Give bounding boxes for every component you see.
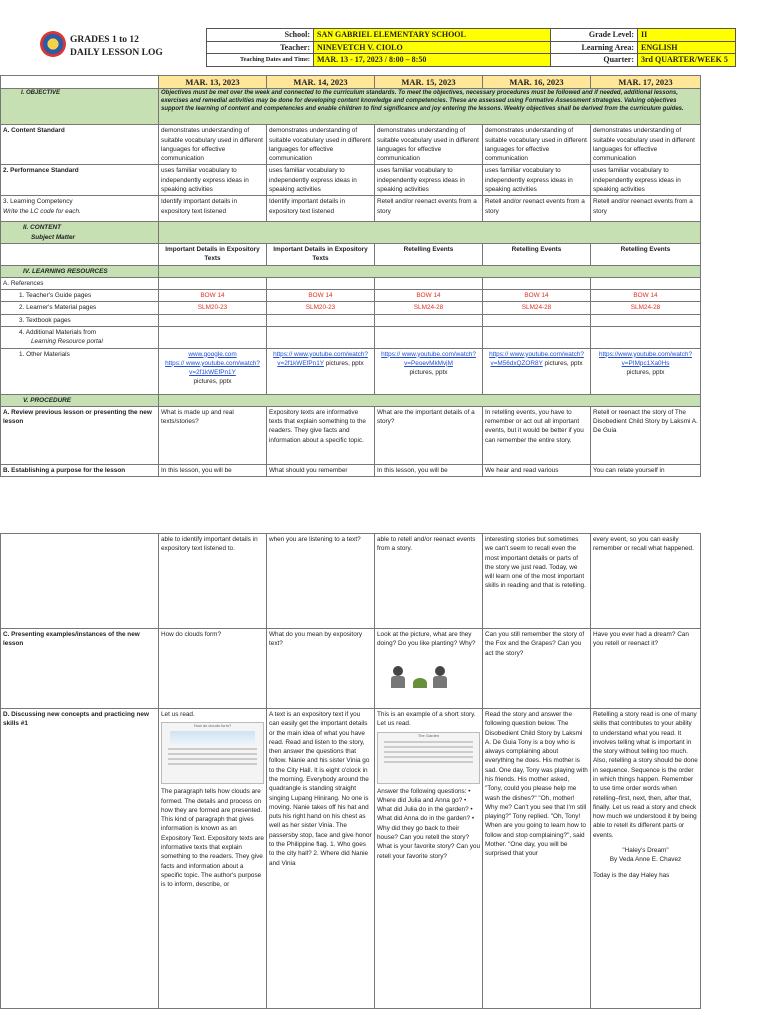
- teachers-guide-label: 1. Teacher's Guide pages: [1, 290, 159, 302]
- log-title: [70, 34, 163, 60]
- other-materials-row: [1, 348, 701, 394]
- performance-standard-4: uses familiar vocabulary to independently express ideas in speaking activities: [483, 165, 591, 196]
- competency-3: Retell and/or reenact events from a story: [375, 196, 483, 222]
- material-tail: pictures, pptx: [193, 378, 232, 386]
- material-tail: pictures, pptx: [544, 359, 583, 367]
- children-planting-image: [377, 652, 480, 692]
- learners-material-label: 2. Learner's Material pages: [1, 302, 159, 314]
- review-2: Expository texts are informative texts that explain something to the readers. They give facts and information about a specific topic.: [267, 406, 375, 464]
- references-row: [1, 277, 701, 289]
- performance-standard-1: uses familiar vocabulary to independently express ideas in speaking activities: [159, 165, 267, 196]
- presenting-5: Have you ever had a dream? Can you retell or reenact it?: [591, 629, 701, 709]
- performance-standard-row: [1, 165, 701, 196]
- performance-standard-5: uses familiar vocabulary to independently express ideas in speaking activities: [591, 165, 701, 196]
- review-row: [1, 406, 701, 464]
- lesson-log-continuation-table: [0, 533, 701, 1009]
- review-5: Retell or reenact the story of The Disobedient Child Story by Laksmi A. De Guia: [591, 406, 701, 464]
- area-value: ENGLISH: [638, 41, 736, 54]
- review-label: A. Review previous lesson or presenting the new lesson: [1, 406, 159, 464]
- content-4: Retelling Events: [483, 244, 591, 266]
- content-standard-3: demonstrates understanding of suitable vocabulary used in different languages for effective communication: [375, 125, 483, 165]
- purpose-label: B. Establishing a purpose for the lesson: [1, 464, 159, 476]
- teachers-guide-4: BOW 14: [483, 290, 591, 302]
- content-standard-row: [1, 125, 701, 165]
- presenting-1: How do clouds form?: [159, 629, 267, 709]
- purpose-bottom-5: every event, so you can easily remember or recall what happened.: [591, 534, 701, 629]
- purpose-row-bottom: [1, 534, 701, 629]
- material-link[interactable]: www.google.com: [188, 350, 237, 358]
- garden-story-title: The Garden: [417, 732, 440, 738]
- purpose-top-1: In this lesson, you will be: [159, 464, 267, 476]
- quarter-value: 3rd QUARTER/WEEK 5: [638, 54, 736, 67]
- story-author: By Veda Anne E. Chavez: [609, 856, 682, 864]
- content-1: Important Details in Expository Texts: [159, 244, 267, 266]
- purpose-bottom-4: interesting stories but sometimes we can't seem to recall even the most important details or parts of the story we just read. Today, we will learn one of the most important skills in reading and that is retelling.: [483, 534, 591, 629]
- day-5: MAR. 17, 2023: [591, 76, 701, 89]
- material-tail: pictures, pptx: [325, 359, 364, 367]
- garden-story-image: [377, 732, 480, 784]
- purpose-top-5: You can relate yourself in: [591, 464, 701, 476]
- day-3: MAR. 15, 2023: [375, 76, 483, 89]
- purpose-top-3: In this lesson, you will be: [375, 464, 483, 476]
- learners-material-row: [1, 302, 701, 314]
- competency-5: Retell and/or reenact events from a story: [591, 196, 701, 222]
- content-standard-1: demonstrates understanding of suitable vocabulary used in different languages for effective communication: [159, 125, 267, 165]
- grade-value: II: [638, 29, 736, 42]
- material-link[interactable]: https:// www.youtube.com/watch?v=2f1kWEfPn1Y: [273, 350, 368, 367]
- day-4: MAR. 16, 2023: [483, 76, 591, 89]
- additional-materials-sub: Learning Resource portal: [31, 338, 103, 346]
- discussing-1-cell: [159, 709, 267, 1009]
- teachers-guide-row: [1, 290, 701, 302]
- purpose-bottom-2: when you are listening to a text?: [267, 534, 375, 629]
- content-row: [1, 244, 701, 266]
- day-2: MAR. 14, 2023: [267, 76, 375, 89]
- school-label: School:: [207, 29, 314, 42]
- other-materials-4: [483, 348, 591, 394]
- title-line-2: DAILY LESSON LOG: [70, 47, 163, 58]
- textbook-row: [1, 314, 701, 326]
- material-link[interactable]: https:// www.youtube.com/watch?v=M56dxQZOR8Y: [489, 350, 584, 367]
- competency-label: 3. Learning Competency: [3, 198, 73, 206]
- presenting-2: What do you mean by expository text?: [267, 629, 375, 709]
- procedure-heading-row: [1, 394, 701, 406]
- review-3: What are the important details of a story?: [375, 406, 483, 464]
- content-heading-cell: [1, 222, 159, 244]
- discussing-5-cell: [591, 709, 701, 1009]
- content-standard-label: A. Content Standard: [1, 125, 159, 165]
- competency-row: [1, 196, 701, 222]
- content-standard-2: demonstrates understanding of suitable vocabulary used in different languages for effective communication: [267, 125, 375, 165]
- dates-value: MAR. 13 - 17, 2023 / 8:00 – 8:50: [314, 54, 551, 67]
- discussing-3-cell: [375, 709, 483, 1009]
- objective-row: [1, 89, 701, 125]
- review-4: In retelling events, you have to remember or act out all important events, but it would be better if you can remember the entire story.: [483, 406, 591, 464]
- performance-standard-2: uses familiar vocabulary to independently express ideas in speaking activities: [267, 165, 375, 196]
- plant-icon: [413, 678, 427, 688]
- purpose-bottom-3: able to retell and/or reenact events from a story.: [375, 534, 483, 629]
- quarter-label: Quarter:: [551, 54, 638, 67]
- other-materials-3: [375, 348, 483, 394]
- competency-4: Retell and/or reenact events from a story: [483, 196, 591, 222]
- other-materials-1: [159, 348, 267, 394]
- objective-label: I. OBJECTIVE: [1, 89, 159, 125]
- resources-label: IV. LEARNING RESOURCES: [1, 265, 159, 277]
- procedure-label: V. PROCEDURE: [1, 394, 159, 406]
- discussing-label: D. Discussing new concepts and practicing new skills #1: [1, 709, 159, 1009]
- content-5: Retelling Events: [591, 244, 701, 266]
- discussing-1-text: The paragraph tells how clouds are formed. The details and process on how they are formed are presented. This kind of paragraph that gives information is known as an Expository Text. Expository texts are informative texts that explain something to the readers. They give facts and information about a specific topic. The author's purpose is to inform, describe, or: [161, 788, 264, 889]
- additional-materials-label: 4. Additional Materials from: [19, 328, 97, 336]
- material-tail: pictures, pptx: [626, 369, 665, 377]
- additional-materials-row: [1, 326, 701, 348]
- material-tail: pictures, pptx: [409, 369, 448, 377]
- purpose-top-4: We hear and read various: [483, 464, 591, 476]
- day-1: MAR. 13, 2023: [159, 76, 267, 89]
- teachers-guide-3: BOW 14: [375, 290, 483, 302]
- title-line-1: GRADES 1 to 12: [70, 35, 139, 45]
- teachers-guide-5: BOW 14: [591, 290, 701, 302]
- story-title: "Haley's Dream": [622, 846, 669, 854]
- discussing-1-intro: Let us read.: [161, 711, 195, 718]
- competency-1: Identify important details in expository text listened: [159, 196, 267, 222]
- teacher-value: NINEVETCH V. CIOLO: [314, 41, 551, 54]
- story-first-line: Today is the day Haley has: [593, 871, 670, 879]
- references-label: A. References: [1, 277, 159, 289]
- header-info-table: [206, 28, 736, 67]
- discussing-5-text: Retelling a story read is one of many skills that contributes to your ability to understand what you read. It involves telling what is important in the story without telling too much. Also, retelling a story should be done in sequence. Sequence is the order in which things happen. Remember to use time order words when retelling–first, next, then, after that, finally. Let us read a story and check how much we understood it by being able to retell its different parts or events.: [593, 711, 698, 839]
- presenting-3: Look at the picture, what are they doing? Do you like planting? Why?: [377, 631, 476, 648]
- other-materials-5: [591, 348, 701, 394]
- material-link[interactable]: https:// www.youtube.com/watch?v=PeoevMkMvjM: [381, 350, 476, 367]
- content-heading-row: [1, 222, 701, 244]
- content-2: Important Details in Expository Texts: [267, 244, 375, 266]
- content-standard-5: demonstrates understanding of suitable vocabulary used in different languages for effective communication: [591, 125, 701, 165]
- discussing-row: [1, 709, 701, 1009]
- discussing-4: Read the story and answer the following question below. The Disobedient Child Story by Laksmi A. De Guia Tony is a boy who is always complaining about everything he does. His mother is sad. One day, Tony was playing with his friends. His mother asked, "Tony, could you please help me wash the dishes?" "Oh, mother! Why me? Can't you see that I'm still playing?" Tony replied. "Oh, Tony! When are you going to learn how to follow and stop complaining?", said Mother. "One day, you will be surprised that your: [483, 709, 591, 1009]
- other-materials-label: 1. Other Materials: [1, 348, 159, 394]
- resources-heading-row: [1, 265, 701, 277]
- textbook-label: 3. Textbook pages: [1, 314, 159, 326]
- content-3: Retelling Events: [375, 244, 483, 266]
- lesson-log-table: [0, 75, 701, 477]
- school-value: SAN GABRIEL ELEMENTARY SCHOOL: [314, 29, 551, 42]
- lesson-log-header: [36, 28, 736, 68]
- discussing-2: A text is an expository text if you can easily get the important details or the main idea of what you have read. Read and listen to the story, then answer the questions that follow. Nanie and his sister Vinia go to the City Hall. It is eight o'clock in the morning. Everybody around the quadrangle is standing straight singing Lupang Hinirang. No one is moving. Nanie takes off his hat and puts his right hand on his chest as well as her sister Vinia. The passersby stop, face and give honor to the Philippine flag. 1. Who goes to the city hall? 2. Where did Nanie and Vinia: [267, 709, 375, 1009]
- teachers-guide-2: BOW 14: [267, 290, 375, 302]
- performance-standard-label: 2. Performance Standard: [1, 165, 159, 196]
- presenting-row: [1, 629, 701, 709]
- purpose-top-2: What should you remember: [267, 464, 375, 476]
- presenting-label: C. Presenting examples/instances of the new lesson: [1, 629, 159, 709]
- learners-material-5: SLM24-28: [591, 302, 701, 314]
- other-materials-2: [267, 348, 375, 394]
- objective-text: Objectives must be met over the week and connected to the curriculum standards. To meet the objectives, necessary procedures must be followed and if needed, additional lessons, exercises and remedial activities may be done for developing content knowledge and competencies. These are assessed using Formative Assessment strategies. Valuing objectives support the learning of content and competencies and enable children to find significance and joy entering the lessons. Weekly objectives shall be derived from the curriculum guides.: [159, 89, 701, 125]
- additional-materials-cell: [1, 326, 159, 348]
- competency-label-cell: [1, 196, 159, 222]
- learners-material-1: SLM20-23: [159, 302, 267, 314]
- area-label: Learning Area:: [551, 41, 638, 54]
- teacher-label: Teacher:: [207, 41, 314, 54]
- purpose-row-top: [1, 464, 701, 476]
- grade-label: Grade Level:: [551, 29, 638, 42]
- discussing-3-intro: This is an example of a short story. Let us read.: [377, 711, 476, 728]
- discussing-3-text: Answer the following questions: • Where did Julia and Anna go? • What did Julia do in the garden? • What did Anna do in the garden? • Why did they go back to their house? Can you retell the story? What is your favorite story? Can you retell your favorite story?: [377, 787, 481, 860]
- presenting-3-cell: [375, 629, 483, 709]
- day-header-row: [1, 76, 701, 89]
- deped-seal-icon: [40, 31, 66, 57]
- clouds-passage-image: [161, 722, 264, 784]
- learners-material-2: SLM20-23: [267, 302, 375, 314]
- presenting-4: Can you still remember the story of the Fox and the Grapes? Can you act the story?: [483, 629, 591, 709]
- content-sub: Subject Matter: [31, 233, 76, 241]
- learners-material-3: SLM24-28: [375, 302, 483, 314]
- learners-material-4: SLM24-28: [483, 302, 591, 314]
- material-link[interactable]: https:// www.youtube.com/watch?v=2f1kWEfPn1Y: [165, 359, 260, 377]
- teachers-guide-1: BOW 14: [159, 290, 267, 302]
- content-label: II. CONTENT: [23, 224, 61, 232]
- clouds-passage-title: How do clouds form?: [193, 723, 232, 729]
- performance-standard-3: uses familiar vocabulary to independently express ideas in speaking activities: [375, 165, 483, 196]
- competency-2: Identify important details in expository text listened: [267, 196, 375, 222]
- content-standard-4: demonstrates understanding of suitable vocabulary used in different languages for effective communication: [483, 125, 591, 165]
- review-1: What is made up and real texts/stories?: [159, 406, 267, 464]
- dates-label: Teaching Dates and Time:: [207, 54, 314, 67]
- material-link[interactable]: https://www.youtube.com/watch?v=PIMpc1Xa0Hs: [598, 350, 693, 367]
- competency-sub: Write the LC code for each.: [3, 207, 81, 215]
- purpose-bottom-1: able to identify important details in expository text listened to.: [159, 534, 267, 629]
